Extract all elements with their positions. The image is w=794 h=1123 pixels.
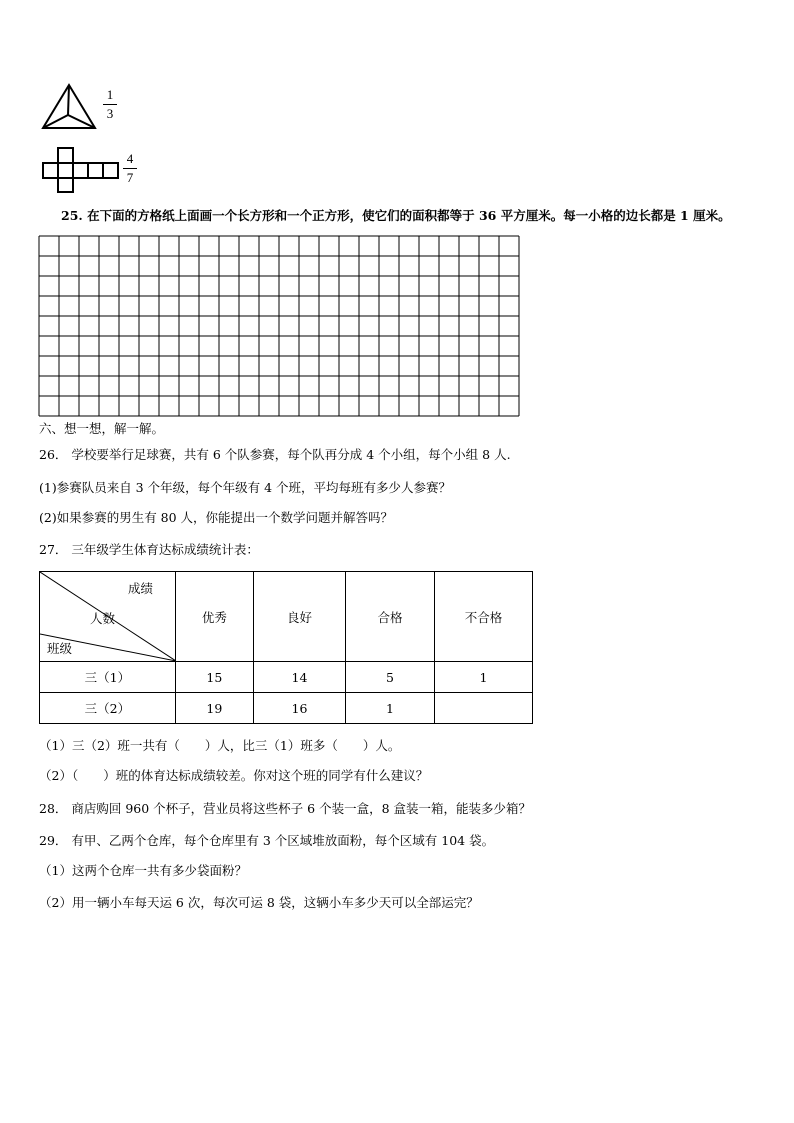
q29-sub1: （1）这两个仓库一共有多少袋面粉？	[39, 863, 247, 878]
table-cell: 1	[435, 662, 533, 693]
q25-text: 在下面的方格纸上面画一个长方形和一个正方形，使它们的面积都等于 36 平方厘米。每一小格的边长都是 1 厘米。	[87, 208, 731, 223]
corner-middle-label: 人数	[90, 611, 116, 626]
q28-text: 28． 商店购回 960 个杯子，营业员将这些杯子 6 个装一盒，8 盒装一箱，能装多少箱？	[39, 801, 532, 816]
table-cell: 1	[345, 693, 434, 724]
q26-sub1: (1)参赛队员来自 3 个年级，每个年级有 4 个班，平均每班有多少人参赛？	[39, 480, 452, 495]
table-header: 良好	[253, 572, 345, 662]
q27-sub1: （1）三（2）班一共有（ ）人，比三（1）班多（ ）人。	[39, 738, 401, 753]
q29-sub2: （2）用一辆小车每天运 6 次，每次可运 8 袋，这辆小车多少天可以全部运完？	[39, 895, 479, 910]
table-header: 优秀	[175, 572, 253, 662]
table-cell: 14	[253, 662, 345, 693]
q26-text: 26． 学校要举行足球赛，共有 6 个队参赛，每个队再分成 4 个小组，每个小组 8 人.	[39, 447, 511, 462]
section6-title: 六、想一想，解一解。	[39, 421, 165, 436]
corner-bottom-label: 班级	[47, 641, 73, 656]
corner-top-label: 成绩	[128, 581, 154, 596]
table-cell: 5	[345, 662, 434, 693]
table-cell: 16	[253, 693, 345, 724]
q26-sub2: (2)如果参赛的男生有 80 人，你能提出一个数学问题并解答吗？	[39, 510, 394, 525]
table-cell[interactable]	[435, 693, 533, 724]
cube-net-fraction: 4 7	[123, 152, 137, 185]
grid-paper[interactable]	[38, 235, 520, 417]
q27-sub2: （2）（ ）班的体育达标成绩较差。你对这个班的同学有什么建议？	[39, 768, 429, 783]
cube-net-figure	[40, 146, 120, 194]
table-cell: 19	[175, 693, 253, 724]
q25-number: 25.	[61, 208, 83, 223]
pyramid-figure	[40, 82, 98, 132]
q25-line	[61, 208, 731, 224]
table-row	[40, 662, 533, 693]
table-class-cell: 三（1）	[40, 662, 176, 693]
table-header: 不合格	[435, 572, 533, 662]
table-class-cell: 三（2）	[40, 693, 176, 724]
table-corner-cell	[40, 572, 176, 662]
stats-table	[39, 571, 533, 724]
table-header-row	[40, 572, 533, 662]
q27-text: 27． 三年级学生体育达标成绩统计表：	[39, 542, 259, 557]
table-cell: 15	[175, 662, 253, 693]
table-row	[40, 693, 533, 724]
q29-text: 29． 有甲、乙两个仓库，每个仓库里有 3 个区域堆放面粉，每个区域有 104 袋。	[39, 833, 495, 848]
pyramid-fraction: 1 3	[103, 88, 117, 121]
table-header: 合格	[345, 572, 434, 662]
